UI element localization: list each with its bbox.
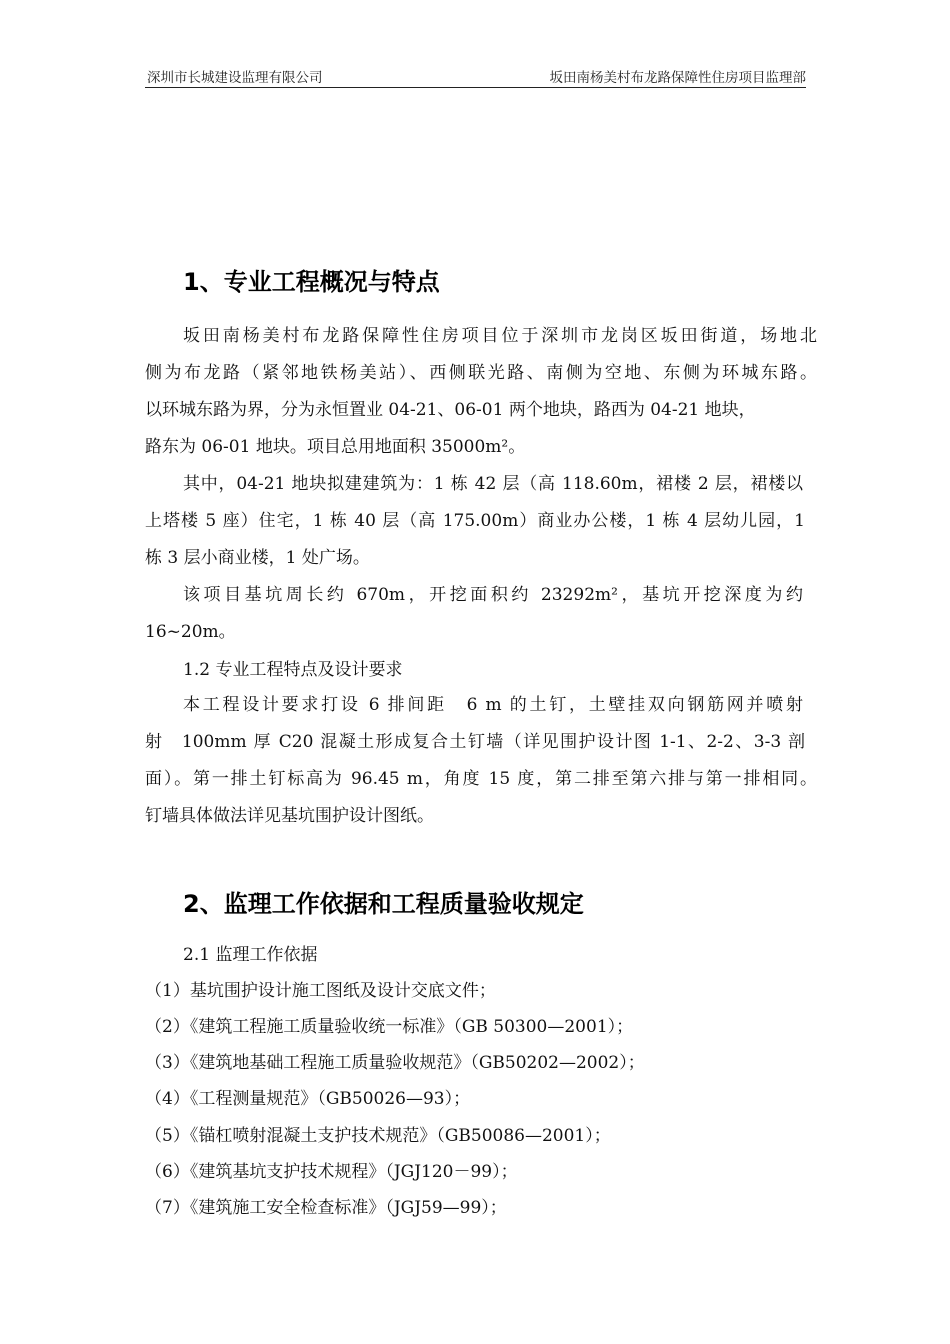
paragraph-line: 面）。第一排土钉标高为 96.45 m，角度 15 度，第二排至第六排与第一排相同。 — [145, 769, 817, 789]
paragraph-line: 16~20m。 — [145, 622, 236, 642]
paragraph-line: 本工程设计要求打设 6 排间距 6 m 的土钉，土壁挂双向钢筋网并喷射 — [183, 695, 803, 715]
list-item: （3）《建筑地基础工程施工质量验收规范》（GB50202—2002）； — [145, 1053, 645, 1073]
paragraph-line: 路东为 06-01 地块。项目总用地面积 35000m²。 — [145, 437, 526, 457]
paragraph-line: 钉墙具体做法详见基坑围护设计图纸。 — [145, 806, 434, 826]
header-company: 深圳市长城建设监理有限公司 — [147, 70, 323, 86]
header-rule — [145, 87, 806, 88]
paragraph-line: 以环城东路为界，分为永恒置业 04-21、06-01 两个地块，路西为 04-21 地块， — [145, 400, 756, 420]
paragraph-line: 其中，04-21 地块拟建建筑为：1 栋 42 层（高 118.60m，裙楼 2 层，裙楼以 — [183, 474, 803, 494]
header-project: 坂田南杨美村布龙路保障性住房项目监理部 — [549, 70, 806, 86]
list-item: （2）《建筑工程施工质量验收统一标准》（GB 50300—2001）； — [145, 1017, 634, 1037]
paragraph-line: 该项目基坑周长约 670m，开挖面积约 23292m²，基坑开挖深度为约 — [183, 585, 803, 605]
list-item: （4）《工程测量规范》（GB50026—93）； — [145, 1089, 471, 1109]
list-item: （1）基坑围护设计施工图纸及设计交底文件； — [145, 981, 496, 1001]
paragraph-line: 栋 3 层小商业楼，1 处广场。 — [145, 548, 370, 568]
paragraph-line: 射 100mm 厚 C20 混凝土形成复合土钉墙（详见围护设计图 1-1、2-2、3-3 剖 — [145, 732, 805, 752]
paragraph-line: 侧为布龙路（紧邻地铁杨美站）、西侧联光路、南侧为空地、东侧为环城东路。 — [145, 363, 817, 383]
list-item: （6）《建筑基坑支护技术规程》（JGJ120－99）； — [145, 1162, 518, 1182]
list-item: （5）《锚杠喷射混凝土支护技术规范》（GB50086—2001）； — [145, 1126, 611, 1146]
subsection-title: 2.1 监理工作依据 — [183, 945, 318, 965]
paragraph-line: 坂田南杨美村布龙路保障性住房项目位于深圳市龙岗区坂田街道，场地北 — [183, 326, 817, 346]
paragraph-line: 上塔楼 5 座）住宅，1 栋 40 层（高 175.00m）商业办公楼，1 栋 4 层幼儿园，1 — [145, 511, 805, 531]
section-1-title: 1、专业工程概况与特点 — [183, 268, 440, 296]
subsection-title: 1.2 专业工程特点及设计要求 — [183, 660, 403, 680]
section-2-title: 2、监理工作依据和工程质量验收规定 — [183, 890, 584, 918]
list-item: （7）《建筑施工安全检查标准》（JGJ59—99）； — [145, 1198, 507, 1218]
